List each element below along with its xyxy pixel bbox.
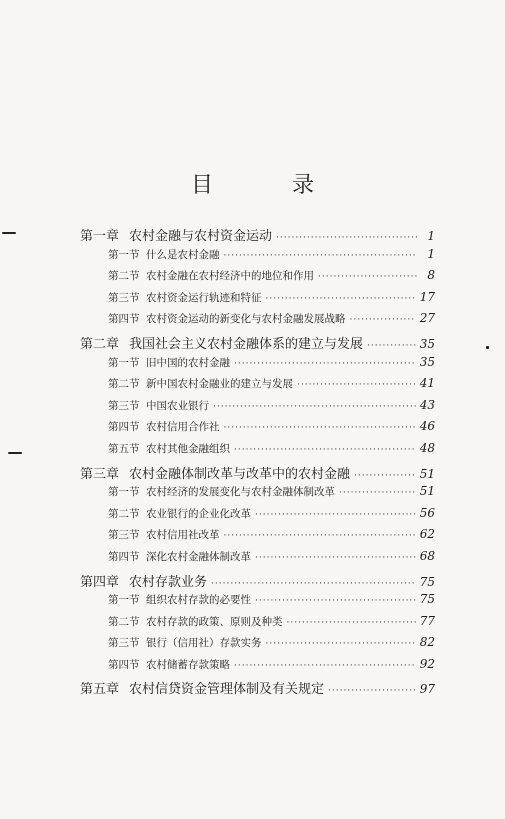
section-number: 第二节 — [108, 378, 140, 391]
dot-leader — [213, 402, 416, 412]
section-number: 第三节 — [108, 637, 140, 650]
page-number: 68 — [419, 548, 435, 563]
section-number: 第一节 — [108, 486, 140, 499]
toc-section-entry — [80, 268, 435, 290]
section-title: 农村存款的政策、原则及种类 — [146, 615, 283, 628]
toc-section-entry — [80, 441, 435, 463]
section-number: 第四节 — [108, 421, 140, 434]
page-number: 35 — [419, 354, 435, 369]
section-title: 农村信用社改革 — [146, 529, 220, 542]
dot-leader — [367, 341, 416, 351]
page-number: 75 — [419, 592, 435, 607]
section-title: 农村资金运动的新变化与农村金融发展战略 — [146, 313, 346, 326]
chapter-number: 第五章 — [80, 682, 120, 698]
dot-leader — [276, 233, 417, 243]
page-title: 目 录 — [191, 173, 350, 198]
scan-speck — [486, 346, 489, 349]
table-of-contents — [80, 225, 435, 700]
dot-leader — [328, 686, 416, 696]
toc-section-entry — [80, 614, 435, 636]
page-number: 62 — [419, 527, 435, 542]
page-number: 51 — [419, 466, 435, 481]
page-number: 1 — [427, 229, 435, 243]
chapter-title: 农村存款业务 — [129, 574, 208, 590]
section-number: 第三节 — [108, 291, 140, 304]
section-number: 第三节 — [108, 399, 140, 412]
dot-leader — [224, 423, 416, 433]
chapter-title: 我国社会主义农村金融体系的建立与发展 — [129, 336, 364, 352]
section-number: 第一节 — [108, 248, 140, 261]
toc-chapter-entry — [80, 463, 435, 485]
toc-section-entry — [80, 355, 435, 377]
page-number: 77 — [419, 613, 435, 628]
section-title: 组织农村存款的必要性 — [146, 594, 251, 607]
toc-section-entry — [80, 484, 435, 506]
section-number: 第五节 — [108, 442, 140, 455]
chapter-number: 第一章 — [80, 229, 120, 244]
section-number: 第一节 — [108, 594, 140, 607]
page-number: 35 — [419, 336, 435, 351]
toc-section-entry — [80, 376, 435, 398]
toc-section-entry — [80, 398, 435, 420]
page-number: 97 — [419, 682, 435, 697]
toc-section-entry — [80, 290, 435, 312]
section-number: 第二节 — [108, 270, 140, 283]
toc-chapter-entry — [80, 678, 435, 700]
page-number: 27 — [419, 311, 435, 326]
page-number: 51 — [419, 484, 435, 499]
dot-leader — [255, 510, 416, 520]
section-number: 第二节 — [108, 615, 140, 628]
scan-speck — [2, 232, 16, 234]
page-number: 48 — [419, 440, 435, 455]
toc-section-entry — [80, 657, 435, 679]
toc-section-entry — [80, 506, 435, 528]
chapter-title: 农村金融与农村资金运动 — [129, 229, 273, 244]
chapter-number: 第四章 — [80, 574, 120, 590]
page-number: 41 — [419, 376, 435, 391]
toc-chapter-entry — [80, 225, 435, 247]
dot-leader — [224, 251, 418, 261]
section-title: 银行（信用社）存款实务 — [146, 637, 262, 650]
section-number: 第四节 — [108, 550, 140, 563]
toc-section-entry — [80, 311, 435, 333]
dot-leader — [318, 272, 417, 282]
section-title: 农村其他金融组织 — [146, 442, 230, 455]
section-title: 农村信用合作社 — [146, 421, 220, 434]
section-title: 农村经济的发展变化与农村金融体制改革 — [146, 486, 335, 499]
dot-leader — [255, 596, 416, 606]
page-number: 82 — [419, 635, 435, 650]
dot-leader — [297, 380, 416, 390]
dot-leader — [224, 531, 416, 541]
section-title: 农村资金运行轨迹和特征 — [146, 291, 262, 304]
page-number: 43 — [419, 397, 435, 412]
chapter-number: 第二章 — [80, 336, 120, 352]
section-title: 农村金融在农村经济中的地位和作用 — [146, 270, 314, 283]
dot-leader — [255, 553, 416, 563]
toc-section-entry — [80, 635, 435, 657]
section-number: 第二节 — [108, 507, 140, 520]
dot-leader — [211, 579, 416, 589]
section-number: 第四节 — [108, 658, 140, 671]
page-number: 1 — [427, 246, 435, 261]
dot-leader — [339, 488, 416, 498]
section-title: 深化农村金融体制改革 — [146, 550, 251, 563]
section-title: 旧中国的农村金融 — [146, 356, 230, 369]
page-number: 56 — [419, 505, 435, 520]
dot-leader — [354, 471, 416, 481]
dot-leader — [234, 359, 416, 369]
dot-leader — [266, 294, 416, 304]
section-title: 新中国农村金融业的建立与发展 — [146, 378, 293, 391]
toc-section-entry — [80, 419, 435, 441]
section-title: 中国农业银行 — [146, 399, 209, 412]
dot-leader — [350, 315, 416, 325]
dot-leader — [234, 445, 416, 455]
toc-chapter-entry — [80, 333, 435, 355]
toc-section-entry — [80, 549, 435, 571]
toc-chapter-entry — [80, 571, 435, 593]
toc-section-entry — [80, 592, 435, 614]
section-number: 第一节 — [108, 356, 140, 369]
section-title: 农业银行的企业化改革 — [146, 507, 251, 520]
dot-leader — [234, 661, 416, 671]
toc-section-entry — [80, 247, 435, 269]
chapter-title: 农村信贷资金管理体制及有关规定 — [129, 682, 325, 698]
section-title: 什么是农村金融 — [146, 248, 220, 261]
dot-leader — [266, 639, 416, 649]
page-number: 75 — [419, 574, 435, 589]
chapter-title: 农村金融体制改革与改革中的农村金融 — [129, 466, 351, 482]
section-number: 第四节 — [108, 313, 140, 326]
section-title: 农村储蓄存款策略 — [146, 658, 230, 671]
section-number: 第三节 — [108, 529, 140, 542]
toc-section-entry — [80, 527, 435, 549]
page-number: 8 — [427, 268, 435, 283]
scan-speck — [8, 452, 22, 454]
page-number: 17 — [419, 289, 435, 304]
chapter-number: 第三章 — [80, 466, 120, 482]
page-number: 92 — [419, 656, 435, 671]
dot-leader — [287, 618, 416, 628]
page-number: 46 — [419, 419, 435, 434]
